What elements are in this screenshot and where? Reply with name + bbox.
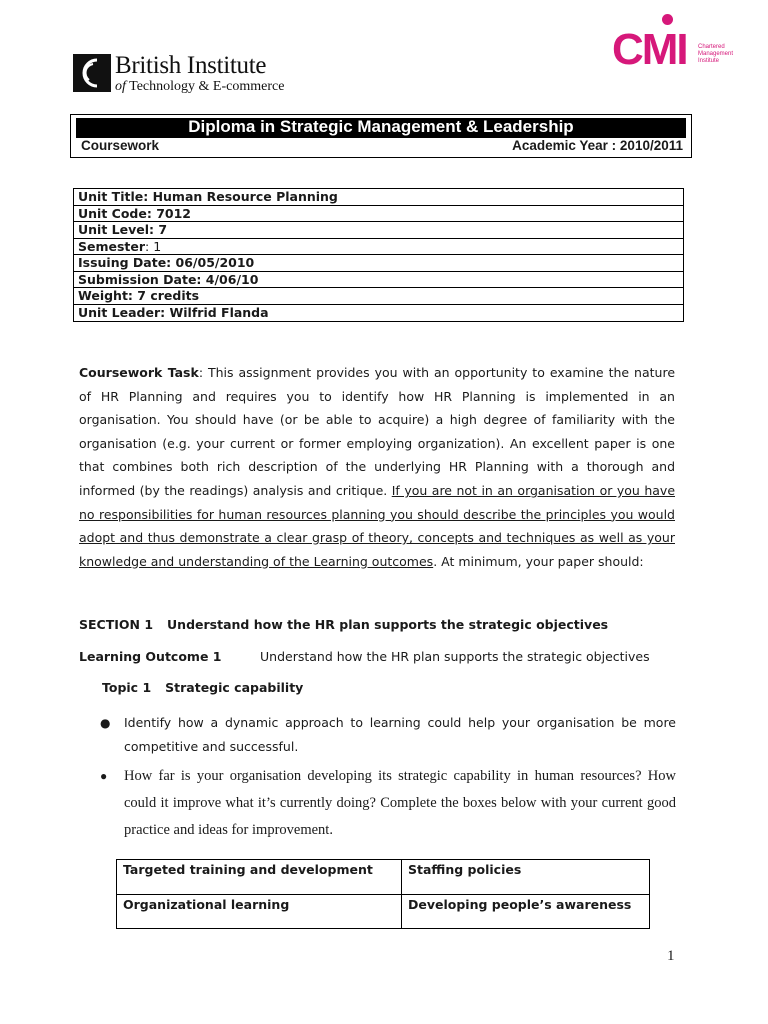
institute-name: British Institute	[115, 52, 267, 79]
list-item: ● How far is your organisation developing its strategic capability in human resources? How could it improve what it’s currently doing? Complete the boxes below with your current good practice and ideas for improvement.	[100, 763, 676, 844]
unit-level-row: Unit Level: 7	[74, 222, 683, 239]
academic-year: Academic Year : 2010/2011	[512, 138, 683, 153]
coursework-row	[81, 138, 683, 156]
learning-outcome: Learning Outcome 1 Understand how the HR plan supports the strategic objectives	[79, 649, 650, 664]
cmi-dot-icon	[662, 14, 673, 25]
box-targeted-training: Targeted training and development	[123, 862, 373, 877]
cmi-letters: CMI	[612, 25, 687, 74]
cmi-logo	[612, 14, 742, 84]
coursework-label: Coursework	[81, 138, 160, 153]
strategic-capability-boxes	[116, 859, 650, 929]
title-band	[76, 118, 686, 138]
bullet-icon: ●	[100, 716, 111, 730]
grid-divider-horizontal	[117, 894, 649, 895]
weight-row: Weight: 7 credits	[74, 288, 683, 305]
diploma-title-box	[70, 114, 692, 158]
box-organizational-learning: Organizational learning	[123, 897, 290, 912]
bullet-list	[100, 711, 676, 844]
issuing-date-row: Issuing Date: 06/05/2010	[74, 255, 683, 272]
unit-title-row: Unit Title: Human Resource Planning	[74, 189, 683, 206]
semester-row: Semester: 1	[74, 239, 683, 256]
task-underlined-text: If you are not in an organisation or you have no responsibilities for human resources planning you should describe the principles you would adopt and thus demonstrate a clear grasp of theory, concepts and techniques as well as your knowledge and understanding of the Learning outcomes	[79, 482, 676, 569]
box-staffing-policies: Staffing policies	[408, 862, 522, 877]
unit-details-table	[73, 188, 684, 322]
bullet-icon: ●	[100, 769, 108, 783]
unit-code-row: Unit Code: 7012	[74, 206, 683, 223]
task-label: Coursework Task	[79, 365, 199, 380]
british-institute-logo	[73, 52, 293, 96]
cmi-subtitle: Chartered Management Institute	[698, 44, 734, 64]
list-item: ● Identify how a dynamic approach to learning could help your organisation be more competitive and successful.	[100, 711, 676, 759]
topic-heading: Topic 1 Strategic capability	[102, 680, 304, 695]
page-number: 1	[667, 948, 675, 964]
coursework-task-paragraph: Coursework Task: This assignment provides you with an opportunity to examine the nature of HR Planning and requires you to identify how HR Planning is implemented in an organisation. You should have (or be able to acquire) a high degree of familiarity with the organisation (e.g. your current or former employing organization). An excellent paper is one that combines both rich description of the underlying HR Planning with a thorough and informed (by the readings) analysis and critique. If you are not in an organisation or you have no responsibilities for human resources planning you should describe the principles you would adopt and thus demonstrate a clear grasp of theory, concepts and techniques as well as your knowledge and understanding of the Learning outcomes. At minimum, your paper should:	[79, 365, 676, 569]
unit-leader-row: Unit Leader: Wilfrid Flanda	[78, 304, 269, 320]
institute-subtitle: of Technology & E-commerce	[115, 79, 285, 94]
diploma-title: Diploma in Strategic Management & Leadership	[188, 117, 574, 136]
institute-emblem-icon	[73, 54, 111, 92]
section-heading: SECTION 1 Understand how the HR plan supports the strategic objectives	[79, 617, 609, 632]
box-developing-awareness: Developing people’s awareness	[408, 897, 632, 912]
submission-date-row: Submission Date: 4/06/10	[74, 272, 683, 289]
